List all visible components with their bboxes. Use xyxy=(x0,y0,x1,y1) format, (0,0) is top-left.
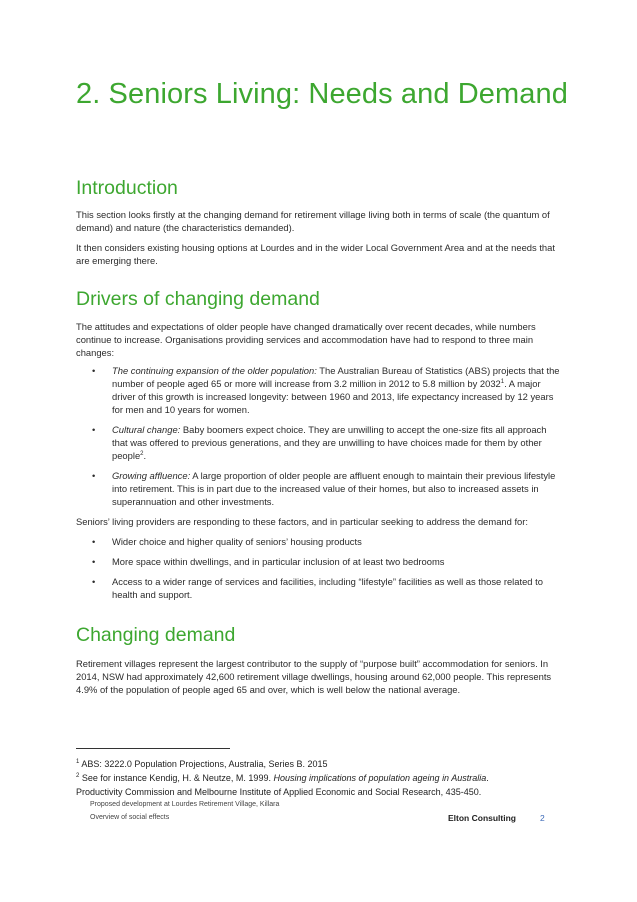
drivers-paragraph-1: The attitudes and expectations of older people have changed dramatically over recent decades, while numbers continue to increase. Organisations providing services and accommodation have had to respond to three main changes: xyxy=(76,321,536,358)
drivers-paragraph-2: Seniors’ living providers are responding to these factors, and in particular seeking to address the demand for: xyxy=(76,516,528,527)
list-item xyxy=(76,535,562,548)
heading-changing-demand: Changing demand xyxy=(76,624,236,646)
list-item xyxy=(76,423,562,462)
bullet-icon: • xyxy=(92,536,96,547)
footer-project-line: Proposed development at Lourdes Retirement Village, Killara xyxy=(90,801,280,808)
item-lead: The continuing expansion of the older population: xyxy=(112,365,317,376)
page-number: 2 xyxy=(540,813,545,823)
footer-brand: Elton Consulting xyxy=(448,813,516,823)
item-lead: Growing affluence: xyxy=(112,470,191,481)
item-text-cont: . A major driver of this growth is increased longevity: between 1960 and 2013, life expectancy increased by 12 years for men and 10 years for women. xyxy=(112,378,554,415)
demand-list xyxy=(76,535,562,601)
footnote-title: Housing implications of population ageing in Australia xyxy=(273,773,487,783)
bullet-icon: • xyxy=(92,556,96,567)
changing-paragraph-1: Retirement villages represent the largest contributor to the supply of “purpose built” accommodation for seniors. In 2014, NSW had approximately 42,600 retirement village dwellings, housing around 62,000 people. This represents 4.9% of the population of people aged 65 and over, which is well below the national average. xyxy=(76,658,552,695)
footer-subtitle-line: Overview of social effects xyxy=(90,814,170,821)
footnote-1 xyxy=(76,758,576,770)
drivers-list xyxy=(76,364,562,508)
footnote-text-end: . xyxy=(486,773,489,783)
list-item xyxy=(76,555,562,568)
bullet-icon: • xyxy=(92,576,96,587)
footnote-text: See for instance Kendig, H. & Neutze, M. 1999. xyxy=(79,773,274,783)
item-text: Wider choice and higher quality of seniors’ housing products xyxy=(112,536,362,547)
section-introduction xyxy=(76,177,562,267)
footnote-text: ABS: 3222.0 Population Projections, Australia, Series B. 2015 xyxy=(79,759,328,769)
heading-introduction: Introduction xyxy=(76,177,178,199)
page-title: 2. Seniors Living: Needs and Demand xyxy=(76,78,568,110)
list-item xyxy=(76,469,562,508)
item-text: More space within dwellings, and in particular inclusion of at least two bedrooms xyxy=(112,556,445,567)
item-text: Baby boomers expect choice. They are unwilling to accept the one-size fits all approach that was offered to previous generations, and they are unwilling to have choices made for them by other people xyxy=(112,424,547,461)
footnote-2 xyxy=(76,772,576,784)
footnote-number: 2 xyxy=(76,773,80,779)
bullet-icon: • xyxy=(92,470,96,481)
footnote-2-line-2: Productivity Commission and Melbourne Institute of Applied Economic and Social Research, 435-450. xyxy=(76,787,482,797)
footnote-ref: 1 xyxy=(500,378,505,385)
footnote-ref: 2 xyxy=(140,450,144,457)
list-item xyxy=(76,575,562,601)
bullet-icon: • xyxy=(92,424,96,435)
item-text: A large proportion of older people are affluent enough to maintain their previous lifestyle into retirement. This is in part due to the increased value of their homes, but also to increased assets in superannuation and other investments. xyxy=(112,470,556,507)
bullet-icon: • xyxy=(92,365,96,376)
list-item xyxy=(76,364,562,416)
item-text: The Australian Bureau of Statistics (ABS) projects that the number of people aged 65 or more will increase from 3.2 million in 2012 to 5.8 million by 2032 xyxy=(112,365,560,389)
section-drivers xyxy=(76,288,562,601)
intro-paragraph-2: It then considers existing housing options at Lourdes and in the wider Local Government Area and at the needs that are emerging there. xyxy=(76,242,555,266)
item-text: Access to a wider range of services and facilities, including “lifestyle” facilities as well as those related to health and support. xyxy=(112,576,543,600)
heading-drivers: Drivers of changing demand xyxy=(76,288,320,310)
item-text-cont: . xyxy=(143,450,147,461)
footnote-divider xyxy=(76,748,230,749)
intro-paragraph-1: This section looks firstly at the changing demand for retirement village living both in terms of scale (the quantum of demand) and nature (the characteristics demanded). xyxy=(76,209,550,233)
footnote-number: 1 xyxy=(76,759,80,765)
item-lead: Cultural change: xyxy=(112,424,181,435)
section-changing-demand xyxy=(76,624,562,696)
